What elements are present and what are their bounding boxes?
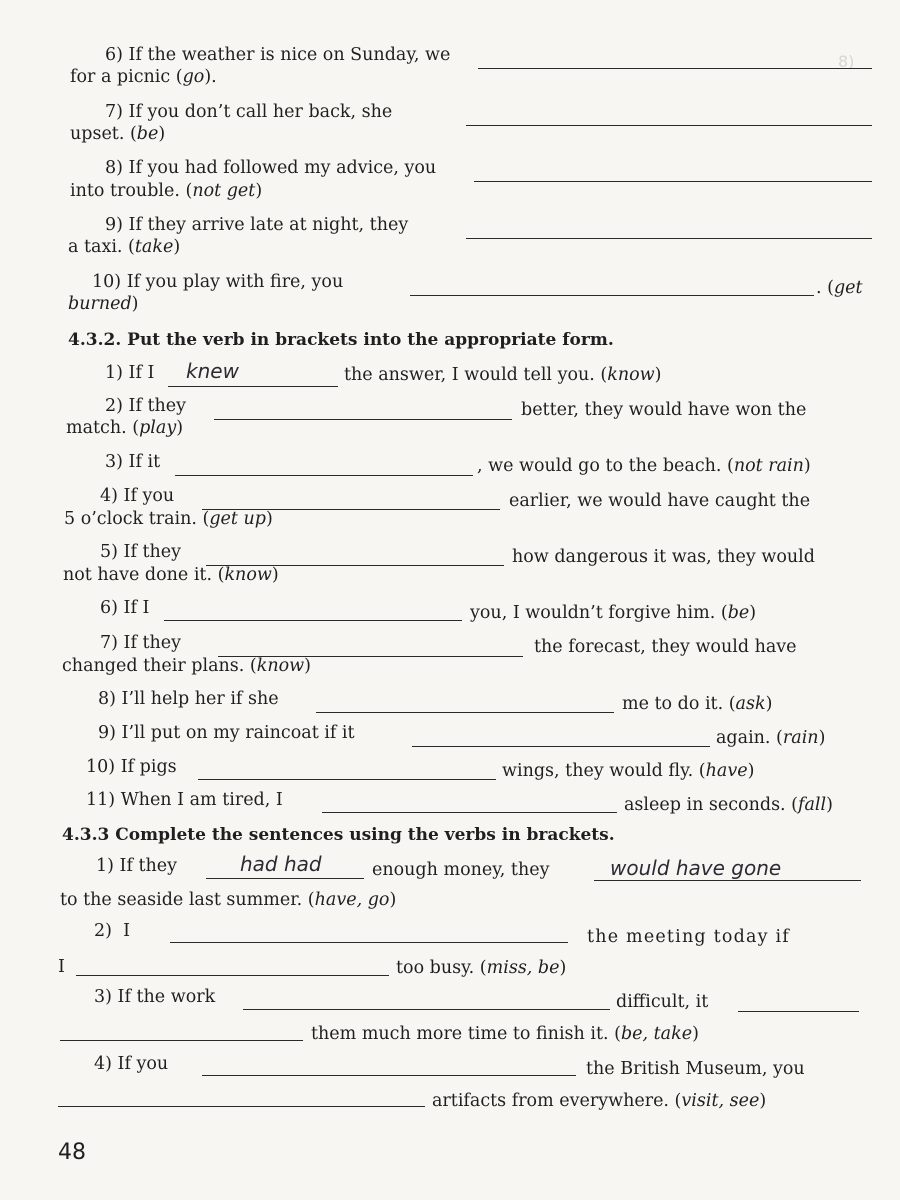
- s432-item-10-text-a: 10) If pigs: [86, 757, 177, 777]
- page-number: 48: [58, 1140, 86, 1165]
- s432-item-11-text-a: 11) When I am tired, I: [86, 790, 283, 810]
- s433-item-3-text-b: difficult, it: [616, 992, 709, 1012]
- prev-item-7-blank[interactable]: [466, 105, 872, 126]
- prev-item-9-line2: a taxi. (take): [68, 237, 181, 257]
- s432-item-1-text-b: the answer, I would tell you. (know): [344, 365, 662, 385]
- section-4-3-3-heading: 4.3.3 Complete the sentences using the verbs in brackets.: [62, 825, 615, 845]
- s432-item-3-text-b: , we would go to the beach. (not rain): [477, 456, 811, 476]
- prev-item-9-blank[interactable]: [466, 218, 872, 239]
- s433-item-2-blank-2[interactable]: [76, 955, 389, 976]
- s433-item-3-blank-2[interactable]: [738, 991, 859, 1012]
- s432-item-2-text-b: better, they would have won the: [521, 400, 807, 420]
- s433-item-3-text-a: 3) If the work: [94, 987, 216, 1007]
- s432-item-9-text-b: again. (rain): [716, 728, 826, 748]
- s432-item-9-text-a: 9) I’ll put on my raincoat if it: [98, 723, 355, 743]
- s432-item-1-handwritten-answer: knew: [186, 359, 239, 383]
- s433-item-4-blank-2[interactable]: [58, 1086, 425, 1107]
- s433-item-1-handwritten-answer-1: had had: [240, 852, 322, 876]
- prev-item-6-line1: 6) If the weather is nice on Sunday, we: [105, 45, 451, 65]
- s432-item-7-blank[interactable]: [218, 636, 523, 657]
- prev-item-8-line1: 8) If you had followed my advice, you: [105, 158, 437, 178]
- s433-item-1-text-b: enough money, they: [372, 860, 550, 880]
- s433-item-4-blank-1[interactable]: [202, 1055, 576, 1076]
- s432-item-1-text-a: 1) If I: [105, 363, 155, 383]
- s432-item-3-blank[interactable]: [175, 455, 473, 476]
- s433-item-1-text-a: 1) If they: [96, 856, 178, 876]
- s432-item-7-text-a: 7) If they: [100, 633, 182, 653]
- s432-item-10-blank[interactable]: [198, 759, 496, 780]
- prev-item-6-blank[interactable]: [478, 48, 872, 69]
- s433-item-2-text-d: I: [58, 957, 65, 977]
- s432-item-8-text-a: 8) I’ll help her if she: [98, 689, 279, 709]
- s432-item-11-text-b: asleep in seconds. (fall): [624, 795, 833, 815]
- s433-item-2-blank-1[interactable]: [170, 922, 568, 943]
- s432-item-4-blank[interactable]: [202, 489, 500, 510]
- prev-item-10-line2: burned): [68, 294, 139, 314]
- s432-item-9-blank[interactable]: [412, 726, 710, 747]
- s432-item-2-text-a: 2) If they: [105, 396, 187, 416]
- s432-item-5-blank[interactable]: [206, 545, 504, 566]
- s432-item-5-text-b: how dangerous it was, they would: [512, 547, 815, 567]
- s432-item-4-line2: 5 o’clock train. (get up): [64, 509, 273, 529]
- s433-item-3-line2: them much more time to finish it. (be, take): [311, 1024, 699, 1044]
- s433-item-3-blank-1[interactable]: [243, 989, 610, 1010]
- s432-item-10-text-b: wings, they would fly. (have): [502, 761, 755, 781]
- prev-item-8-blank[interactable]: [474, 161, 872, 182]
- s432-item-8-text-b: me to do it. (ask): [622, 694, 773, 714]
- prev-item-9-line1: 9) If they arrive late at night, they: [105, 215, 409, 235]
- s432-item-4-text-a: 4) If you: [100, 486, 175, 506]
- prev-item-6-line2: for a picnic (go).: [70, 67, 217, 87]
- prev-item-10-blank[interactable]: [410, 275, 814, 296]
- s432-item-4-text-b: earlier, we would have caught the: [509, 491, 811, 511]
- s433-item-1-handwritten-answer-2: would have gone: [610, 856, 782, 880]
- s432-item-2-line2: match. (play): [66, 418, 184, 438]
- s432-item-2-blank[interactable]: [214, 399, 512, 420]
- s432-item-7-text-b: the forecast, they would have: [534, 637, 797, 657]
- s433-item-1-line2: to the seaside last summer. (have, go): [60, 890, 397, 910]
- s433-item-3-blank-3[interactable]: [60, 1020, 303, 1041]
- s432-item-5-line2: not have done it. (know): [63, 565, 279, 585]
- s433-item-4-text-b: the British Museum, you: [586, 1059, 805, 1079]
- prev-item-8-line2: into trouble. (not get): [70, 181, 263, 201]
- prev-item-7-line1: 7) If you don’t call her back, she: [105, 102, 393, 122]
- prev-item-10-line1: 10) If you play with fire, you: [92, 272, 344, 292]
- s432-item-6-text-b: you, I wouldn’t forgive him. (be): [470, 603, 757, 623]
- bleed-through-text: 8): [838, 52, 855, 71]
- s432-item-8-blank[interactable]: [316, 692, 614, 713]
- s432-item-3-text-a: 3) If it: [105, 452, 161, 472]
- prev-item-10-tail: . (get: [816, 278, 863, 298]
- s433-item-2-text-e: too busy. (miss, be): [396, 958, 567, 978]
- s432-item-6-blank[interactable]: [164, 600, 462, 621]
- s432-item-11-blank[interactable]: [322, 792, 617, 813]
- s433-item-2-text-a: 2) I: [94, 921, 131, 941]
- s432-item-5-text-a: 5) If they: [100, 542, 182, 562]
- prev-item-7-line2: upset. (be): [70, 124, 166, 144]
- s432-item-7-line2: changed their plans. (know): [62, 656, 311, 676]
- section-4-3-2-heading: 4.3.2. Put the verb in brackets into the appropriate form.: [68, 330, 614, 350]
- s432-item-6-text-a: 6) If I: [100, 598, 150, 618]
- s433-item-4-text-a: 4) If you: [94, 1054, 169, 1074]
- s433-item-2-text-b: the meeting today if: [587, 927, 790, 947]
- s433-item-4-line2: artifacts from everywhere. (visit, see): [432, 1091, 767, 1111]
